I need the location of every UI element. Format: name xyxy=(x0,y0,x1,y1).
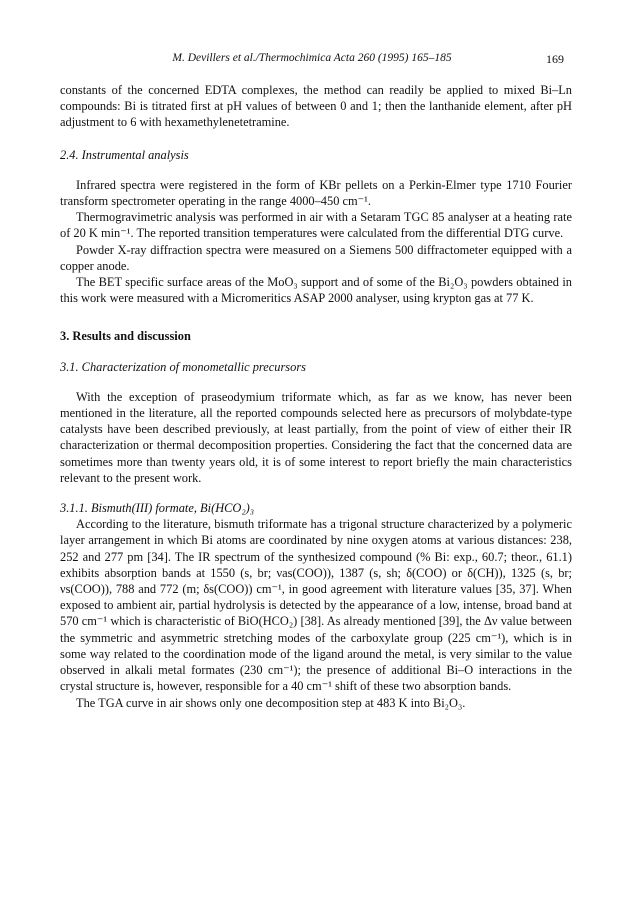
paragraph-xrd: Powder X-ray diffraction spectra were measured on a Siemens 500 diffractometer equipped with a copper anode. xyxy=(60,242,572,273)
paragraph-bet: The BET specific surface areas of the MoO₃ support and of some of the Bi₂O₃ powders obtained in this work were measured with a Micromeritics ASAP 2000 analyser, using krypton gas at 77 K. xyxy=(60,275,572,306)
paragraph-tga-curve: The TGA curve in air shows only one decomposition step at 483 K into Bi₂O₃. xyxy=(76,695,466,710)
paragraph-bismuth-formate: According to the literature, bismuth triformate has a trigonal structure characterized by a polymeric layer arrangement in which Bi atoms are coordinated by nine oxygen atoms at various distances: 238, 252 and 277 pm [34]. The IR spectrum of the synthesized compound (% Bi: exp., 60.7; theor., 61.1) exhibits absorption bands at 1550 (s, br; νas(COO)), 1387 (s, sh; δ(COO) or δ(CH)), 1325 (s, br; νs(COO)), 788 and 772 (m; δs(COO)) cm⁻¹, in good agreement with literature values [35, 37]. When exposed to ambient air, partial hydrolysis is detected by the appearance of a low, intense, broad band at 570 cm⁻¹ which is characteristic of BiO(HCO₂) [38]. As already mentioned [39], the Δν value between the symmetric and asymmetric stretching modes of the carboxylate group (225 cm⁻¹), which is in some way related to the coordination mode of the ligand around the metal, is very similar to the value observed in alkali metal formates (230 cm⁻¹); the presence of additional Bi–O interactions in the crystal structure is, however, responsible for a 40 cm⁻¹ shift of these two absorption bands. xyxy=(60,517,572,694)
section-heading-3-1: 3.1. Characterization of monometallic precursors xyxy=(60,359,306,374)
paragraph-ir: Infrared spectra were registered in the form of KBr pellets on a Perkin-Elmer type 1710 Fourier transform spectrometer operating in the range 4000–450 cm⁻¹. xyxy=(60,177,572,209)
section-heading-3: 3. Results and discussion xyxy=(60,329,191,344)
section-heading-2-4: 2.4. Instrumental analysis xyxy=(60,147,189,162)
running-head: M. Devillers et al./Thermochimica Acta 260 (1995) 165–185 xyxy=(172,52,452,64)
section-heading-3-1-1: 3.1.1. Bismuth(III) formate, Bi(HCO₂)₃ xyxy=(60,501,255,516)
paragraph-tga: Thermogravimetric analysis was performed in air with a Setaram TGC 85 analyser at a heating rate of 20 K min⁻¹. The reported transition temperatures were calculated from the differential DTG curve. xyxy=(60,210,572,241)
paragraph-precursors: With the exception of praseodymium triformate which, as far as we know, has never been mentioned in the literature, all the reported compounds selected here as precursors of molybdate-type catalysts have been described previously, at least partially, from the point of view of either their IR characterization or thermal decomposition properties. Considering the fact that the concerned data are sometimes more than twenty years old, it is of some interest to report briefly the main characteristics relevant to the present work. xyxy=(60,389,572,485)
body-text xyxy=(60,82,572,711)
page-number: 169 xyxy=(546,52,564,66)
paragraph-continued: constants of the concerned EDTA complexes, the method can readily be applied to mixed Bi–Ln compounds: Bi is titrated first at pH values of between 0 and 1; then the lanthanide element, after pH adjustment to 6 with hexamethylenetetramine. xyxy=(60,83,572,130)
